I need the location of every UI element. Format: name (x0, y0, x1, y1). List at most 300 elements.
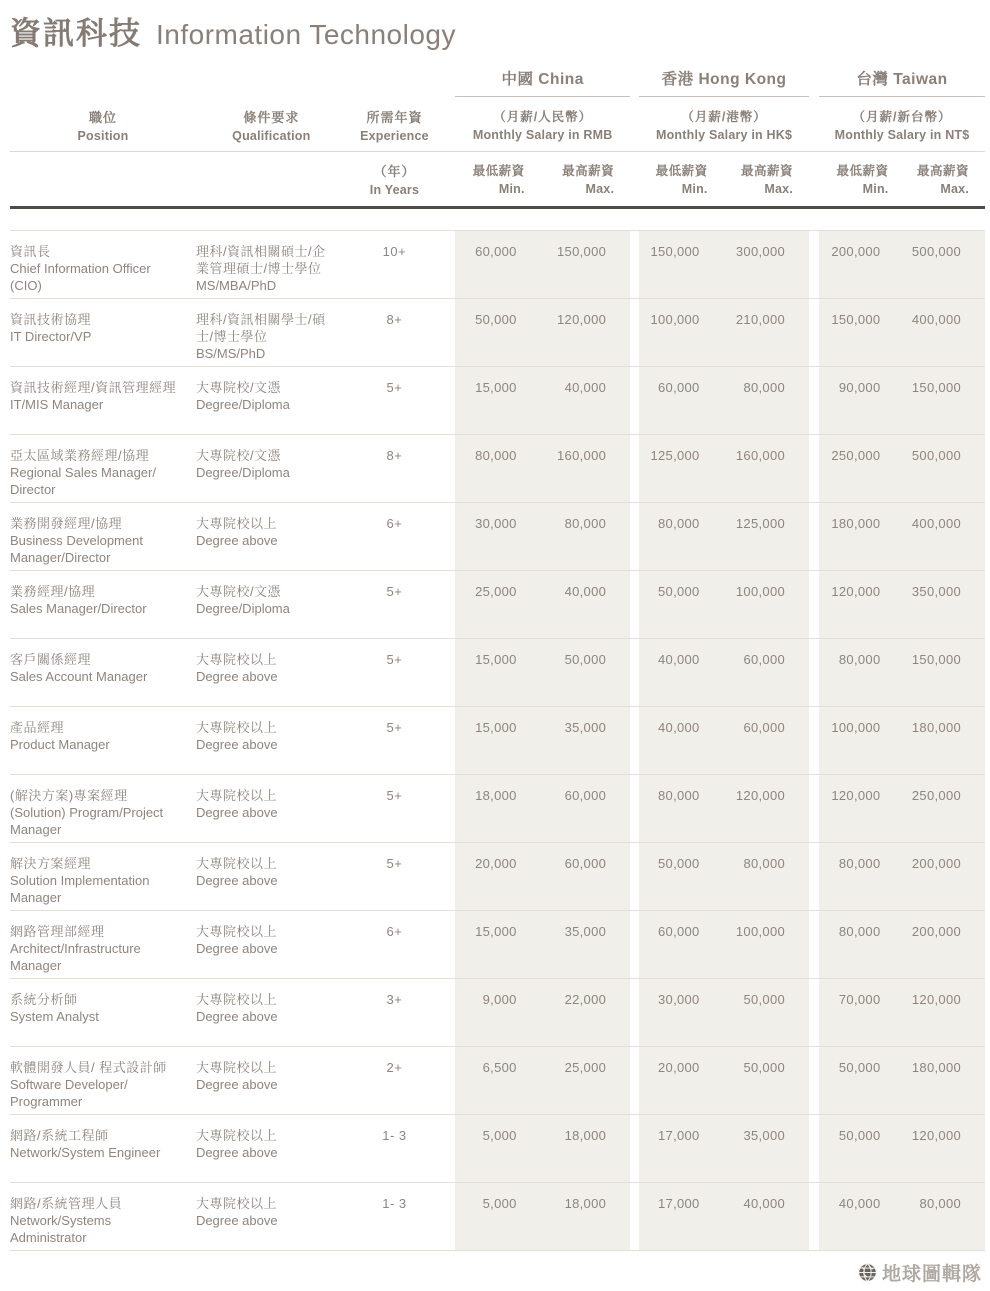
position-en: Sales Account Manager (10, 668, 148, 684)
salary-cell-hongkong-min: 50,000 (639, 842, 723, 910)
table-row (10, 774, 985, 842)
position-zh: 業務開發經理/協理 (10, 515, 123, 531)
currency-header-hongkong (639, 97, 809, 152)
salary-cell-hongkong-max: 60,000 (724, 638, 809, 706)
salary-cell-taiwan-max: 500,000 (904, 230, 985, 298)
salary-cell-hongkong-min: 60,000 (639, 366, 723, 434)
qualification-zh: 大專院校以上 (195, 515, 277, 531)
lead-gap-cell (442, 230, 455, 298)
position-en: Network/System Engineer (10, 1144, 161, 1160)
header-experience-zh: 所需年資 (366, 109, 423, 125)
salary-cell-hongkong-min: 100,000 (639, 298, 723, 366)
qualification-zh: 大專院校以上 (195, 719, 277, 735)
salary-cell-hongkong-min: 60,000 (639, 910, 723, 978)
position-zh: 客戶關係經理 (10, 651, 92, 667)
qualification-cell (196, 502, 347, 570)
salary-cell-taiwan-max: 180,000 (904, 1046, 985, 1114)
max-label-zh: 最高薪資 (740, 163, 793, 178)
lead-gap-cell (442, 1114, 455, 1182)
position-en: Chief Information Officer (CIO) (10, 260, 151, 293)
salary-cell-china-min: 30,000 (455, 502, 540, 570)
salary-cell-taiwan-min: 180,000 (819, 502, 904, 570)
salary-cell-hongkong-min: 80,000 (639, 774, 723, 842)
qualification-en: Degree above (195, 532, 278, 548)
salary-cell-china-max: 25,000 (541, 1046, 630, 1114)
salary-cell-china-min: 5,000 (455, 1114, 540, 1182)
qualification-cell (196, 1182, 347, 1250)
qualification-cell (196, 1046, 347, 1114)
qualification-zh: 大專院校以上 (195, 991, 277, 1007)
salary-cell-taiwan-min: 80,000 (819, 638, 904, 706)
salary-cell-hongkong-max: 50,000 (724, 1046, 809, 1114)
position-en: Business Development Manager/Director (10, 532, 143, 565)
salary-cell-taiwan-max: 200,000 (904, 910, 985, 978)
position-en: Product Manager (10, 736, 110, 752)
currency-hongkong-zh: （月薪/港幣） (681, 110, 767, 124)
qualification-cell (196, 706, 347, 774)
position-cell (10, 502, 196, 570)
column-header-row (10, 97, 985, 152)
experience-cell: 3+ (347, 978, 442, 1046)
lead-gap-cell (442, 434, 455, 502)
region-gap-cell (809, 706, 819, 774)
experience-cell: 1- 3 (347, 1114, 442, 1182)
region-gap-cell (809, 774, 819, 842)
qualification-zh: 大專院校以上 (195, 1059, 277, 1075)
region-gap-cell (630, 570, 639, 638)
header-gap-row (10, 207, 985, 230)
page-title-en: Information Technology (156, 19, 456, 50)
salary-cell-china-min: 25,000 (455, 570, 540, 638)
salary-cell-hongkong-max: 120,000 (724, 774, 809, 842)
salary-cell-taiwan-min: 70,000 (819, 978, 904, 1046)
experience-cell: 5+ (347, 570, 442, 638)
salary-cell-taiwan-min: 80,000 (819, 910, 904, 978)
position-en: Architect/Infrastructure Manager (10, 940, 141, 973)
salary-cell-china-max: 35,000 (541, 910, 630, 978)
min-label-zh: 最低薪資 (836, 163, 889, 178)
region-gap-cell (630, 502, 639, 570)
qualification-en: Degree above (195, 1076, 278, 1092)
salary-cell-taiwan-max: 250,000 (904, 774, 985, 842)
region-gap-cell (630, 910, 639, 978)
salary-cell-taiwan-min: 120,000 (819, 570, 904, 638)
qualification-zh: 大專院校以上 (195, 787, 277, 803)
experience-cell: 5+ (347, 638, 442, 706)
region-gap-cell (809, 434, 819, 502)
table-row (10, 230, 985, 298)
salary-cell-china-min: 9,000 (455, 978, 540, 1046)
position-zh: 網路管理部經理 (10, 923, 105, 939)
position-cell (10, 774, 196, 842)
position-cell (10, 298, 196, 366)
region-gap-cell (809, 1114, 819, 1182)
currency-taiwan-zh: （月薪/新台幣） (852, 110, 952, 124)
lead-gap-cell (442, 1182, 455, 1250)
watermark-label: 地球圖輯隊 (881, 1264, 982, 1285)
region-gap-cell (809, 570, 819, 638)
table-row (10, 570, 985, 638)
table-row (10, 910, 985, 978)
salary-cell-taiwan-min: 100,000 (819, 706, 904, 774)
salary-cell-hongkong-max: 300,000 (724, 230, 809, 298)
region-gap-cell (630, 706, 639, 774)
salary-cell-taiwan-max: 80,000 (904, 1182, 985, 1250)
salary-cell-hongkong-max: 160,000 (724, 434, 809, 502)
table-row (10, 706, 985, 774)
salary-cell-taiwan-max: 350,000 (904, 570, 985, 638)
currency-taiwan-en: Monthly Salary in NT$ (834, 128, 970, 142)
salary-cell-taiwan-min: 120,000 (819, 774, 904, 842)
salary-cell-hongkong-max: 60,000 (724, 706, 809, 774)
experience-cell: 10+ (347, 230, 442, 298)
lead-gap-cell (442, 638, 455, 706)
salary-cell-taiwan-max: 200,000 (904, 842, 985, 910)
salary-cell-hongkong-min: 80,000 (639, 502, 723, 570)
region-gap-cell (809, 978, 819, 1046)
qualification-zh: 大專院校/文憑 (195, 583, 282, 599)
salary-cell-china-max: 50,000 (541, 638, 630, 706)
salary-cell-hongkong-min: 17,000 (639, 1114, 723, 1182)
min-header-taiwan (819, 151, 904, 207)
region-gap-cell (630, 434, 639, 502)
table-row (10, 842, 985, 910)
position-zh: 解決方案經理 (10, 855, 92, 871)
qualification-zh: 大專院校/文憑 (195, 379, 282, 395)
experience-unit-zh: （年） (373, 163, 416, 179)
experience-cell: 5+ (347, 366, 442, 434)
max-label-en: Max. (764, 181, 793, 196)
region-gap-cell (630, 978, 639, 1046)
salary-cell-taiwan-max: 150,000 (904, 366, 985, 434)
lead-gap-cell (442, 706, 455, 774)
qualification-en: MS/MBA/PhD (195, 277, 277, 293)
salary-cell-china-max: 22,000 (541, 978, 630, 1046)
region-gap-cell (809, 366, 819, 434)
position-en: Software Developer/ Programmer (10, 1076, 128, 1109)
salary-cell-china-max: 60,000 (541, 774, 630, 842)
table-header (10, 67, 985, 230)
position-zh: 資訊長 (10, 243, 51, 259)
qualification-en: Degree above (195, 1212, 278, 1228)
position-zh: 系統分析師 (10, 991, 78, 1007)
qualification-zh: 理科/資訊相關碩士/企業管理碩士/博士學位 (195, 243, 326, 276)
salary-cell-hongkong-min: 17,000 (639, 1182, 723, 1250)
position-zh: 網路/系統工程師 (10, 1127, 109, 1143)
salary-cell-china-min: 15,000 (455, 638, 540, 706)
experience-cell: 6+ (347, 502, 442, 570)
salary-cell-china-min: 20,000 (455, 842, 540, 910)
table-row (10, 978, 985, 1046)
position-cell (10, 706, 196, 774)
salary-cell-hongkong-max: 125,000 (724, 502, 809, 570)
header-qualification (196, 97, 347, 152)
table-row (10, 434, 985, 502)
lead-gap-cell (442, 298, 455, 366)
qualification-zh: 大專院校以上 (195, 855, 277, 871)
qualification-en: Degree above (195, 736, 278, 752)
region-header-spacer (10, 67, 455, 97)
table-row (10, 1182, 985, 1250)
qualification-cell (196, 434, 347, 502)
experience-cell: 6+ (347, 910, 442, 978)
qualification-cell (196, 570, 347, 638)
position-zh: 軟體開發人員/ 程式設計師 (10, 1059, 167, 1075)
currency-china-zh: （月薪/人民幣） (493, 110, 593, 124)
region-gap-cell (630, 638, 639, 706)
qualification-zh: 大專院校以上 (195, 651, 277, 667)
table-row (10, 366, 985, 434)
lead-gap-cell (442, 978, 455, 1046)
salary-cell-china-max: 60,000 (541, 842, 630, 910)
region-gap-cell (630, 1182, 639, 1250)
region-gap-cell (809, 842, 819, 910)
position-zh: (解決方案)專案經理 (10, 787, 128, 803)
region-gap-cell (630, 366, 639, 434)
salary-cell-hongkong-min: 125,000 (639, 434, 723, 502)
qualification-en: Degree above (195, 1144, 278, 1160)
qualification-en: Degree/Diploma (195, 600, 290, 616)
salary-cell-taiwan-max: 120,000 (904, 1114, 985, 1182)
qualification-en: Degree/Diploma (195, 464, 290, 480)
subheader-gap (809, 151, 819, 207)
qualification-en: BS/MS/PhD (195, 345, 266, 361)
region-gap-cell (809, 1046, 819, 1114)
qualification-en: Degree/Diploma (195, 396, 290, 412)
position-cell (10, 230, 196, 298)
max-label-en: Max. (585, 181, 615, 196)
position-cell (10, 910, 196, 978)
salary-cell-china-min: 50,000 (455, 298, 540, 366)
qualification-en: Degree above (195, 804, 278, 820)
lead-gap-cell (442, 366, 455, 434)
salary-cell-taiwan-min: 150,000 (819, 298, 904, 366)
salary-cell-china-min: 6,500 (455, 1046, 540, 1114)
position-cell (10, 366, 196, 434)
salary-cell-china-max: 18,000 (541, 1182, 630, 1250)
lead-gap-cell (442, 774, 455, 842)
table-body (10, 230, 985, 1250)
max-header-taiwan (904, 151, 985, 207)
subheader-spacer (196, 151, 347, 207)
position-cell (10, 1182, 196, 1250)
max-label-zh: 最高薪資 (562, 163, 615, 178)
salary-cell-taiwan-max: 400,000 (904, 502, 985, 570)
salary-cell-taiwan-max: 500,000 (904, 434, 985, 502)
salary-cell-taiwan-min: 50,000 (819, 1114, 904, 1182)
salary-cell-china-min: 80,000 (455, 434, 540, 502)
salary-cell-taiwan-max: 180,000 (904, 706, 985, 774)
salary-cell-taiwan-max: 120,000 (904, 978, 985, 1046)
position-en: Solution Implementation Manager (10, 872, 150, 905)
position-en: IT Director/VP (10, 328, 92, 344)
salary-cell-hongkong-max: 100,000 (724, 570, 809, 638)
position-zh: 亞太區域業務經理/協理 (10, 447, 150, 463)
qualification-en: Degree above (195, 668, 278, 684)
header-experience (347, 97, 442, 152)
header-gap (630, 97, 639, 152)
experience-cell: 8+ (347, 434, 442, 502)
position-cell (10, 638, 196, 706)
position-cell (10, 1114, 196, 1182)
salary-cell-taiwan-min: 250,000 (819, 434, 904, 502)
salary-cell-china-min: 15,000 (455, 910, 540, 978)
experience-cell: 8+ (347, 298, 442, 366)
header-position (10, 97, 196, 152)
salary-cell-hongkong-min: 150,000 (639, 230, 723, 298)
salary-cell-hongkong-min: 30,000 (639, 978, 723, 1046)
position-zh: 資訊技術協理 (10, 311, 92, 327)
region-gap-cell (809, 230, 819, 298)
qualification-zh: 理科/資訊相關學士/碩士/博士學位 (195, 311, 326, 344)
salary-cell-hongkong-min: 40,000 (639, 638, 723, 706)
salary-cell-china-max: 120,000 (541, 298, 630, 366)
min-label-en: Min. (862, 181, 889, 196)
experience-cell: 5+ (347, 774, 442, 842)
qualification-zh: 大專院校以上 (195, 1195, 277, 1211)
max-header-china (541, 151, 630, 207)
salary-cell-china-max: 160,000 (541, 434, 630, 502)
region-gap-cell (809, 298, 819, 366)
salary-cell-hongkong-max: 80,000 (724, 842, 809, 910)
position-en: IT/MIS Manager (10, 396, 104, 412)
lead-gap-cell (442, 910, 455, 978)
currency-header-taiwan (819, 97, 985, 152)
subheader-gap (442, 151, 455, 207)
position-cell (10, 1046, 196, 1114)
experience-unit (347, 151, 442, 207)
qualification-cell (196, 638, 347, 706)
position-zh: 業務經理/協理 (10, 583, 96, 599)
qualification-zh: 大專院校以上 (195, 923, 277, 939)
position-zh: 網路/系統管理人員 (10, 1195, 123, 1211)
salary-cell-hongkong-min: 40,000 (639, 706, 723, 774)
salary-cell-china-min: 5,000 (455, 1182, 540, 1250)
position-cell (10, 570, 196, 638)
table-row (10, 1114, 985, 1182)
qualification-cell (196, 1114, 347, 1182)
salary-cell-hongkong-min: 20,000 (639, 1046, 723, 1114)
qualification-cell (196, 910, 347, 978)
position-cell (10, 978, 196, 1046)
qualification-cell (196, 978, 347, 1046)
region-gap-cell (809, 502, 819, 570)
header-qualification-en: Qualification (232, 128, 311, 143)
header-position-zh: 職位 (88, 109, 117, 125)
subheader-row (10, 151, 985, 207)
lead-gap-cell (442, 502, 455, 570)
salary-cell-hongkong-max: 100,000 (724, 910, 809, 978)
salary-cell-hongkong-min: 50,000 (639, 570, 723, 638)
region-gap-cell (630, 1114, 639, 1182)
region-gap-cell (630, 230, 639, 298)
region-gap-cell (809, 638, 819, 706)
min-header-china (455, 151, 540, 207)
salary-cell-hongkong-max: 210,000 (724, 298, 809, 366)
region-header-taiwan: 台灣 Taiwan (819, 67, 985, 97)
salary-cell-china-min: 18,000 (455, 774, 540, 842)
region-gap-cell (630, 1046, 639, 1114)
position-en: Network/Systems Administrator (10, 1212, 112, 1245)
table-row (10, 638, 985, 706)
qualification-zh: 大專院校以上 (195, 1127, 277, 1143)
region-gap-cell (630, 774, 639, 842)
region-gap-cell (809, 1182, 819, 1250)
min-label-en: Min. (498, 181, 525, 196)
qualification-cell (196, 774, 347, 842)
qualification-en: Degree above (195, 1008, 278, 1024)
region-gap-cell (630, 842, 639, 910)
experience-cell: 5+ (347, 706, 442, 774)
max-label-en: Max. (940, 181, 969, 196)
salary-cell-taiwan-min: 200,000 (819, 230, 904, 298)
position-cell (10, 842, 196, 910)
salary-cell-china-max: 80,000 (541, 502, 630, 570)
region-gap (809, 67, 819, 97)
globe-icon (857, 1262, 878, 1283)
salary-cell-china-max: 35,000 (541, 706, 630, 774)
table-row (10, 1046, 985, 1114)
experience-cell: 1- 3 (347, 1182, 442, 1250)
header-gap (809, 97, 819, 152)
salary-table (10, 67, 985, 1251)
currency-hongkong-en: Monthly Salary in HK$ (655, 128, 793, 142)
lead-gap-cell (442, 842, 455, 910)
experience-cell: 5+ (347, 842, 442, 910)
min-label-zh: 最低薪資 (655, 163, 708, 178)
header-qualification-zh: 條件要求 (243, 109, 300, 125)
salary-cell-hongkong-max: 35,000 (724, 1114, 809, 1182)
max-header-hongkong (724, 151, 809, 207)
region-header-china: 中國 China (455, 67, 630, 97)
max-label-zh: 最高薪資 (916, 163, 969, 178)
currency-header-china (455, 97, 630, 152)
lead-gap-cell (442, 570, 455, 638)
watermark (857, 1259, 982, 1286)
qualification-zh: 大專院校/文憑 (195, 447, 282, 463)
page-title (10, 8, 985, 53)
region-header-hongkong: 香港 Hong Kong (639, 67, 809, 97)
salary-cell-china-min: 15,000 (455, 706, 540, 774)
min-label-zh: 最低薪資 (472, 163, 525, 178)
region-header-row (10, 67, 985, 97)
qualification-cell (196, 230, 347, 298)
position-en: System Analyst (10, 1008, 99, 1024)
subheader-gap (630, 151, 639, 207)
salary-cell-china-min: 15,000 (455, 366, 540, 434)
qualification-en: Degree above (195, 872, 278, 888)
experience-cell: 2+ (347, 1046, 442, 1114)
region-gap-cell (809, 910, 819, 978)
position-cell (10, 434, 196, 502)
currency-china-en: Monthly Salary in RMB (472, 128, 613, 142)
salary-cell-china-max: 18,000 (541, 1114, 630, 1182)
experience-unit-en: In Years (369, 182, 420, 197)
salary-cell-china-min: 60,000 (455, 230, 540, 298)
subheader-spacer (10, 151, 196, 207)
header-gap (442, 97, 455, 152)
position-en: Sales Manager/Director (10, 600, 147, 616)
salary-cell-china-max: 150,000 (541, 230, 630, 298)
salary-cell-china-max: 40,000 (541, 570, 630, 638)
min-label-en: Min. (681, 181, 708, 196)
min-header-hongkong (639, 151, 723, 207)
region-gap (630, 67, 639, 97)
salary-cell-taiwan-max: 150,000 (904, 638, 985, 706)
salary-cell-taiwan-min: 80,000 (819, 842, 904, 910)
position-zh: 資訊技術經理/資訊管理經理 (10, 379, 177, 395)
salary-cell-taiwan-max: 400,000 (904, 298, 985, 366)
